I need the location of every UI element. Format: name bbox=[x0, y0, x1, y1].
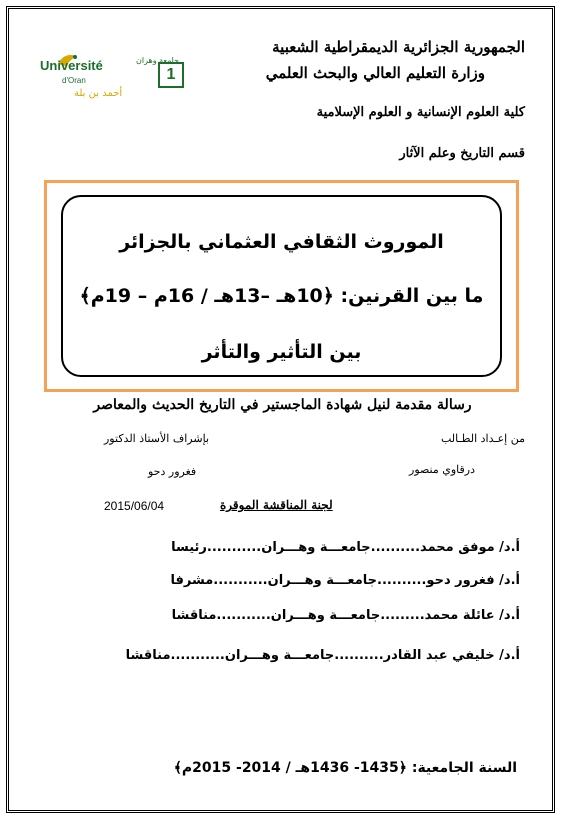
supervisor-name: فغرور دحو bbox=[148, 465, 197, 478]
committee-member-supervisor: أ.د/ فغرور دحو..........جامعـــة وهـــران...........مشرفا bbox=[170, 573, 520, 588]
university-logo bbox=[40, 50, 190, 110]
faculty-heading: كلية العلوم الإنسانية و العلوم الإسلامية bbox=[316, 105, 525, 120]
department-heading: قسم التاريخ وعلم الآثار bbox=[399, 146, 525, 161]
thesis-purpose: رسالة مقدمة لنيل شهادة الماجستير في التاريخ الحديث والمعاصر bbox=[93, 397, 472, 413]
prepared-by-label: من إعـداد الطـالب bbox=[441, 432, 525, 445]
ministry-heading: وزارة التعليم العالي والبحث العلمي bbox=[265, 64, 485, 82]
committee-member-president: أ.د/ موفق محمد..........جامعـــة وهـــران...........رئيسا bbox=[171, 540, 520, 555]
logo-name: أحمد بن بلة bbox=[74, 88, 123, 99]
logo-oran-text: d'Oran bbox=[62, 76, 86, 85]
logo-arabic-text: جامعة وهران bbox=[136, 56, 179, 65]
committee-member-examiner-2: أ.د/ خليفي عبد القادر..........جامعـــة وهـــران...........مناقشا bbox=[125, 648, 520, 663]
thesis-title-line2: ما بين القرنين: ﴿10هـ –13هـ / 16م – 19م﴾ bbox=[79, 285, 484, 307]
academic-year: السنة الجامعية: ﴿1435- 1436هـ / 2014- 2015م﴾ bbox=[173, 760, 517, 776]
thesis-title-line1: الموروث الثقافي العثماني بالجزائر bbox=[119, 231, 444, 253]
logo-university-text: Université bbox=[40, 58, 103, 73]
title-box bbox=[44, 180, 519, 392]
republic-heading: الجمهورية الجزائرية الديمقراطية الشعبية bbox=[272, 38, 525, 56]
title-inner-frame bbox=[61, 195, 502, 377]
supervised-by-label: بإشراف الأستاذ الدكتور bbox=[104, 432, 209, 445]
thesis-title-line3: بين التأثير والتأثر bbox=[201, 341, 362, 363]
committee-member-examiner-1: أ.د/ عائلة محمد.........جامعـــة وهـــران...........مناقشا bbox=[171, 608, 520, 623]
logo-number: 1 bbox=[158, 62, 184, 88]
student-name: درقاوي منصور bbox=[409, 463, 475, 476]
defense-date: 2015/06/04 bbox=[104, 499, 165, 513]
committee-heading: لجنة المناقشة الموقرة bbox=[220, 498, 333, 512]
